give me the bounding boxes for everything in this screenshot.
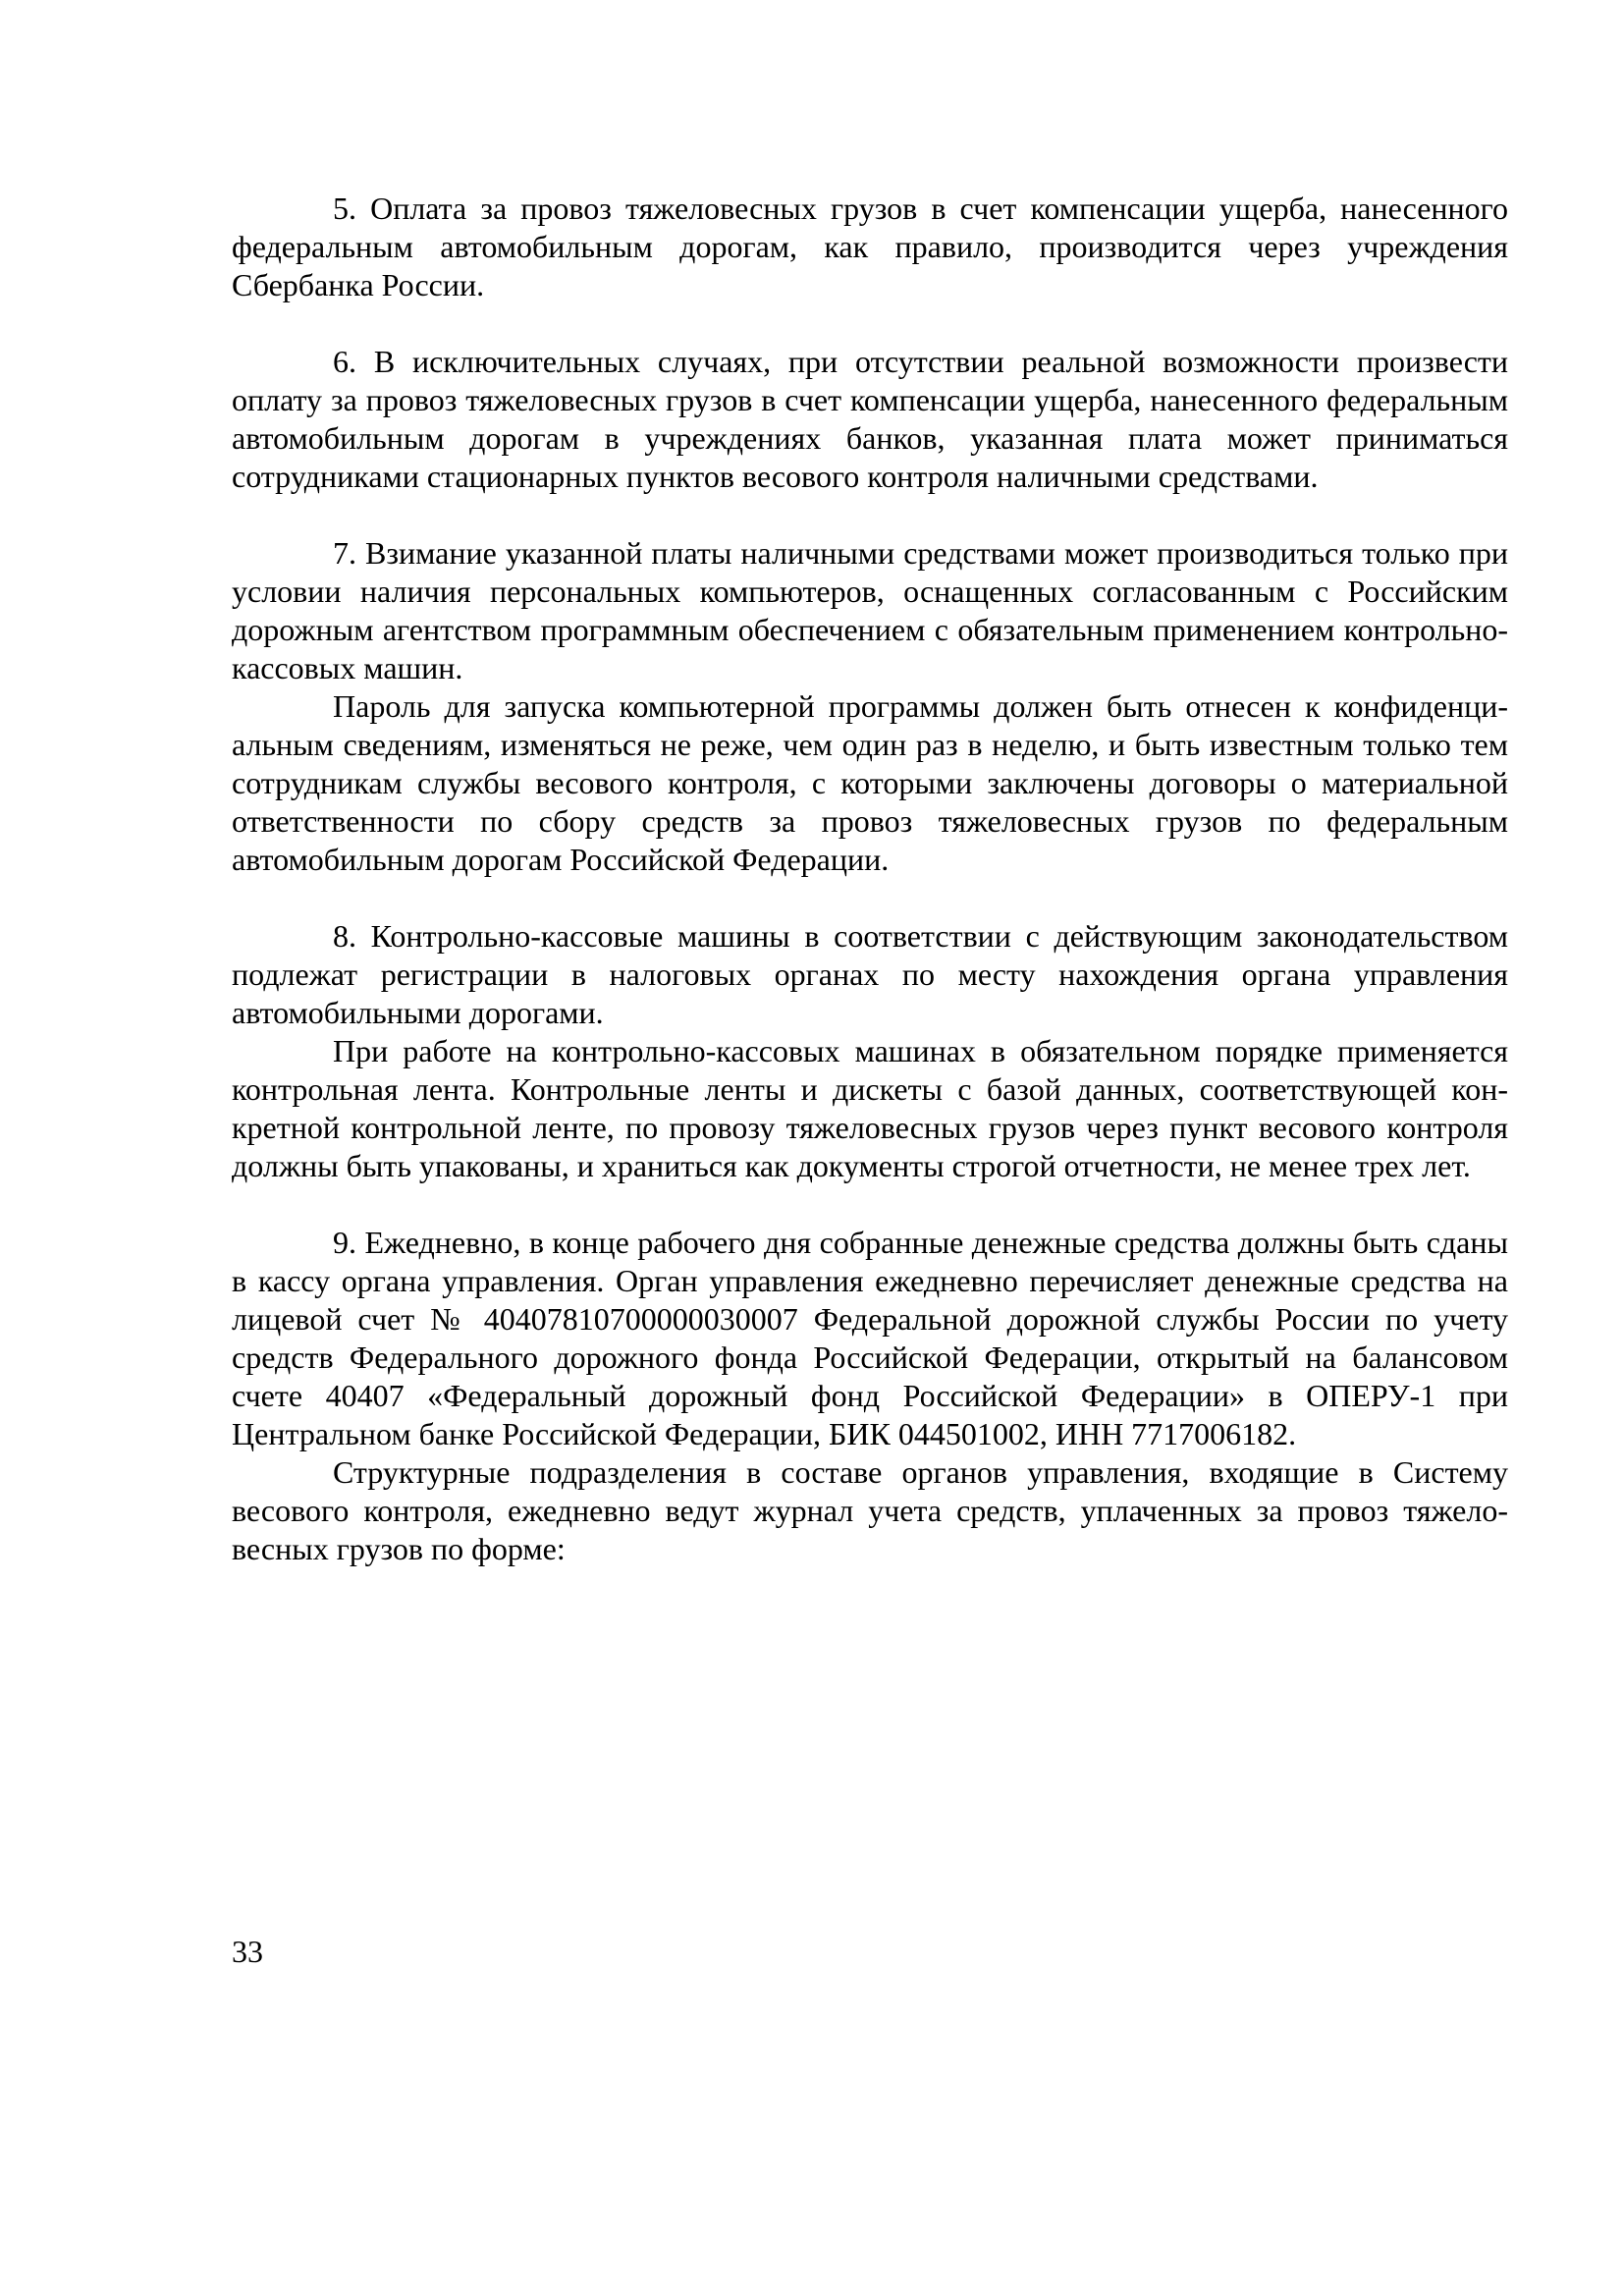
paragraph-9-journal: Структурные подразделения в составе органов управления, входящие в Систему весового контроля, ежедневно ведут журнал учета средств, уплаченных за провоз тяжеловесных грузов по форме: (232, 1454, 1508, 1566)
paragraph-6: 6. В исключительных случаях, при отсутствии реальной возможности произвести оплату за провоз тяжеловесных грузов в счет компенсации ущерба, нанесенного федеральным автомобильным дорогам в учреждениях банков, указанная плата может приниматься сотрудниками стационарных пунктов весового контроля наличными средствами. (232, 344, 1508, 494)
paragraph-8-control-tape: При работе на контрольно-кассовых машинах в обязательном порядке применяется контрольная лента. Контрольные ленты и дискеты с базой данных, соответствующей конкретной контрольной ленте, по провозу тяжеловесных грузов через пункт весового контроля должны быть упакованы, и храниться как документы строгой отчетности, не менее трех лет. (232, 1033, 1508, 1183)
paragraph-8: 8. Контрольно-кассовые машины в соответствии с действующим законодательством подлежат регистрации в налоговых органах по месту нахождения органа управления автомобильными дорогами. (232, 918, 1508, 1030)
paragraph-7: 7. Взимание указанной платы наличными средствами может производиться только при условии наличия персональных компьютеров, оснащенных согласованным с Российским дорожным агентством программным обеспечением с обязательным применением контрольно-кассовых машин. (232, 535, 1508, 685)
body-text (232, 190, 1508, 1568)
paragraph-7-password: Пароль для запуска компьютерной программы должен быть отнесен к конфиденциальным сведениям, изменяться не реже, чем один раз в неделю, и быть известным только тем сотрудникам службы весового контроля, с которыми заключены договоры о материальной ответственности по сбору средств за провоз тяжеловесных грузов по федеральным автомобильным дорогам Российской Федерации. (232, 688, 1508, 877)
paragraph-9: 9. Ежедневно, в конце рабочего дня собранные денежные средства должны быть сданы в кассу органа управления. Орган управления ежедневно перечисляет денежные средства на лицевой счет № 40407810700000030007 Федеральной дорожной службы России по учету средств Федерального дорожного фонда Российской Федерации, открытый на балансовом счете 40407 «Федеральный дорожный фонд Российской Федерации» в ОПЕРУ-1 при Центральном банке Российской Федерации, БИК 044501002, ИНН 7717006182. (232, 1225, 1508, 1451)
page-number: 33 (232, 1934, 263, 1969)
paragraph-5: 5. Оплата за провоз тяжеловесных грузов в счет компенсации ущерба, нанесенного федеральным автомобильным дорогам, как правило, производится через учреждения Сбербанка России. (232, 191, 1508, 302)
